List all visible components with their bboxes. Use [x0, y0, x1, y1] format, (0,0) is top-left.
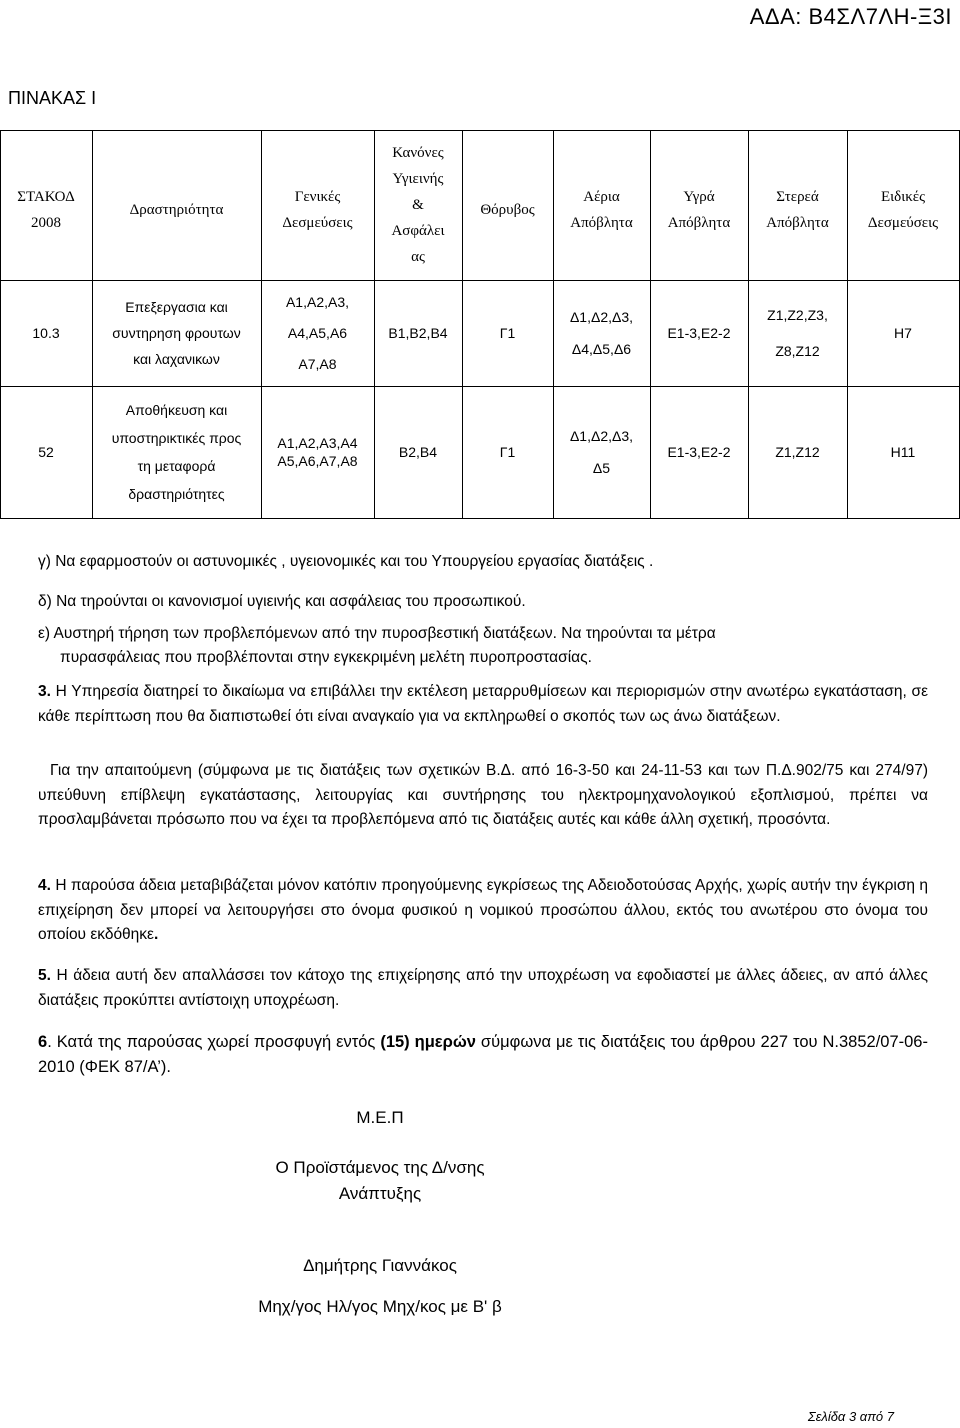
table-title: ΠΙΝΑΚΑΣ Ι — [8, 88, 97, 108]
clause-d: δ) Να τηρούνται οι κανονισμοί υγιεινής και ασφάλειας του προσωπικού. — [38, 593, 526, 610]
section-6-number: 6 — [38, 1033, 48, 1051]
row1-solid: Ζ1,Ζ2,Ζ3, Ζ8,Ζ12 — [767, 307, 828, 359]
signature-name: Δημήτρης Γιαννάκος — [303, 1256, 457, 1275]
section-5-text: Η άδεια αυτή δεν απαλλάσσει τον κάτοχο της επιχείρησης από την υποχρέωση να εφοδιαστεί με άλλες άδειες, αν από άλλες διατάξεις προκύπτει αντίστοιχη υποχρέωση. — [38, 967, 928, 1009]
page-number: Σελίδα 3 από 7 — [807, 1409, 894, 1424]
clause-e-line1: ε) Αυστηρή τήρηση των προβλεπόμενων από την πυροσβεστική διατάξεων. Να τηρούνται τα μέτρα — [38, 625, 716, 642]
permit-table — [0, 130, 960, 519]
row1-special: Η7 — [894, 324, 912, 341]
table-row: 10.3 — [32, 324, 60, 341]
row2-noise: Γ1 — [499, 443, 516, 460]
signature-role: Μηχ/γος Ηλ/γος Μηχ/κος με Β' β — [258, 1297, 502, 1316]
row1-liquid: Ε1-3,Ε2-2 — [667, 324, 731, 341]
header-air: Αέρια Απόβλητα — [570, 189, 633, 231]
row2-air: Δ1,Δ2,Δ3, Δ5 — [569, 428, 634, 476]
row2-solid: Ζ1,Ζ12 — [775, 443, 820, 460]
section-3-text: Η Υπηρεσία διατηρεί το δικαίωμα να επιβάλλει την εκτέλεση μεταρρυθμίσεων και περιορισμών στην ανωτέρω εγκατάσταση, σε κάθε περίπτωση που θα διαπιστωθεί ότι είναι αναγκαίο για να εκπληρωθεί ο σκοπός των ως άνω διατάξεων. — [38, 683, 928, 725]
section-3 — [38, 680, 928, 729]
signature-title-1: Ο Προϊστάμενος της Δ/νσης — [275, 1158, 485, 1177]
row1-air: Δ1,Δ2,Δ3, Δ4,Δ5,Δ6 — [569, 309, 634, 357]
clause-g: γ) Να εφαρμοστούν οι αστυνομικές , υγειονομικές και του Υπουργείου εργασίας διατάξεις . — [38, 553, 654, 570]
section-3b-text: Για την απαιτούμενη (σύμφωνα με τις διατάξεις των σχετικών Β.Δ. από 16-3-50 και 24-11-53 και των Π.Δ.902/75 και 274/97) υπεύθυνη επίβλεψη εγκατάστασης, λειτουργίας και συντήρησης του ηλεκτρομηχανολογικού εξοπλισμού, πρέπει να προσλαμβάνεται πρόσωπο που να έχει τα προβλεπόμενα από τις διατάξεις αυτές και κάθε άλλη σχετική, προσόντα. — [38, 762, 928, 828]
section-3-number: 3. — [38, 683, 51, 700]
row2-hygiene: Β2,Β4 — [398, 443, 438, 460]
ada-code: ΑΔΑ: Β4ΣΛ7ΛΗ-Ξ3Ι — [749, 4, 952, 29]
row1-general: Α1,Α2,Α3, Α4,Α5,Α6 Α7,Α8 — [285, 293, 350, 372]
row1-activity: Επεξεργασια και συντηρηση φρουτων και λαχανικων — [112, 299, 241, 367]
row1-hygiene: Β1,Β2,Β4 — [388, 324, 448, 341]
row1-noise: Γ1 — [499, 324, 516, 341]
row2-special: Η11 — [890, 443, 916, 460]
signature-title-2: Ανάπτυξης — [338, 1184, 422, 1203]
section-5 — [38, 964, 928, 1013]
table-row: 52 — [38, 443, 54, 460]
header-hygiene: Κανόνες Υγιεινής & Ασφάλει ας — [391, 145, 445, 265]
header-liquid: Υγρά Απόβλητα — [667, 189, 731, 231]
section-4-number: 4. — [38, 877, 51, 894]
header-special: Ειδικές Δεσμεύσεις — [867, 189, 939, 231]
signature-org: Μ.Ε.Π — [356, 1108, 404, 1127]
header-general: Γενικές Δεσμεύσεις — [282, 189, 353, 231]
row2-activity: Αποθήκευση και υποστηρικτικές προς τη μεταφορά δραστηριότητες — [111, 402, 242, 502]
section-3b — [38, 759, 928, 833]
clause-e-line2: πυρασφάλειας που προβλέπονται στην εγκεκριμένη μελέτη πυροπροστασίας. — [60, 649, 592, 666]
section-4: 4. Η παρούσα άδεια μεταβιβάζεται μόνον κατόπιν προηγούμενης εγκρίσεως της Αδειοδοτούσας Αρχής, χωρίς αυτήν την έγκριση η επιχείρηση δεν μπορεί να λειτουργήσει στο όνομα φυσικού η νομικού προσώπου άλλου, εκτός του ανωτέρου στο όνομα του οποίου εκδόθηκε. — [38, 877, 928, 943]
section-5-number: 5. — [38, 967, 51, 984]
header-noise: Θόρυβος — [480, 202, 535, 218]
section-4-text: Η παρούσα άδεια μεταβιβάζεται μόνον κατόπιν προηγούμενης εγκρίσεως της Αδειοδοτούσας Αρχής, χωρίς αυτήν την έγκριση η επιχείρηση δεν μπορεί να λειτουργήσει στο όνομα φυσικού η νομικού προσώπου άλλου, εκτός του ανωτέρου στο όνομα του οποίου εκδόθηκε — [38, 877, 928, 943]
header-stakod: ΣΤΑΚΟΔ 2008 — [17, 189, 75, 231]
header-solid: Στερεά Απόβλητα — [766, 189, 829, 231]
row2-general: Α1,Α2,Α3,Α4 Α5,Α6,Α7,Α8 — [277, 435, 358, 469]
row2-liquid: Ε1-3,Ε2-2 — [667, 443, 731, 460]
section-6: 6. Κατά της παρούσας χωρεί προσφυγή εντός (15) ημερών σύμφωνα με τις διατάξεις του άρθρου 227 του Ν.3852/07-06-2010 (ΦΕΚ 87/Α’). — [38, 1033, 928, 1076]
header-activity: Δραστηριότητα — [129, 202, 224, 218]
